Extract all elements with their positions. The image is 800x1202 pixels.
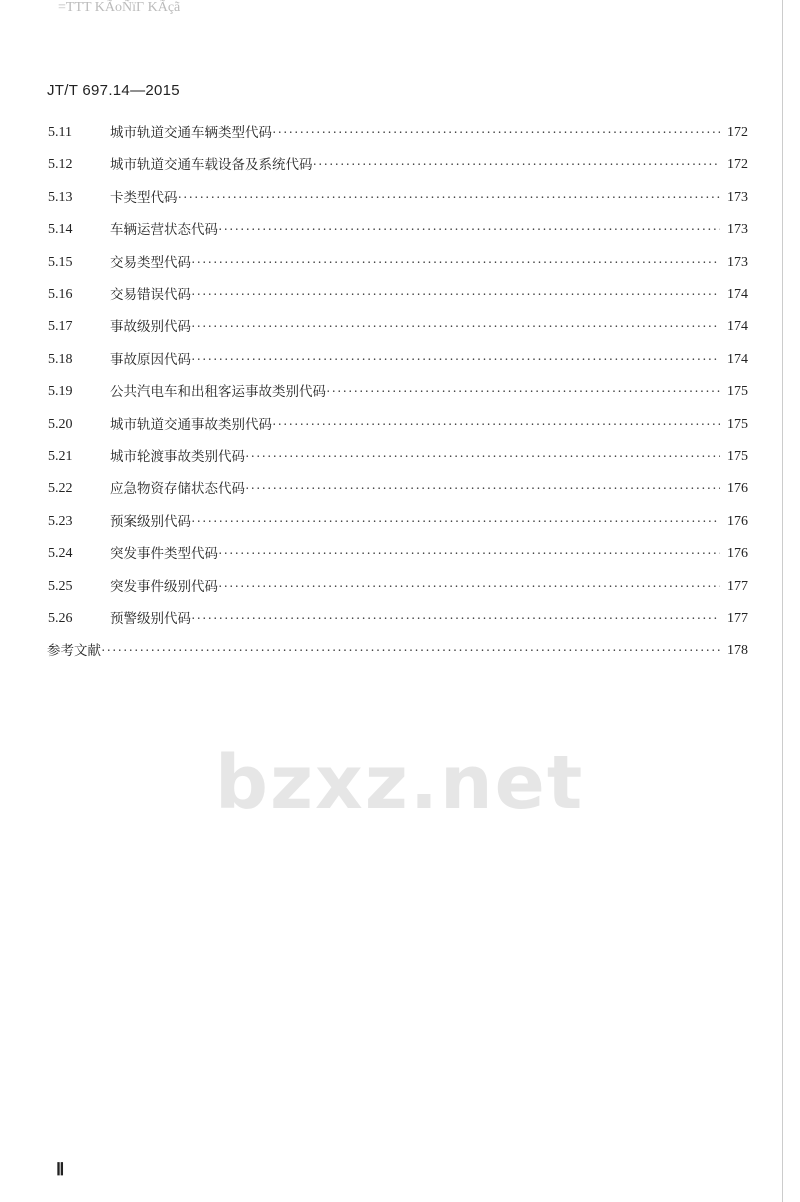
toc-entry-page: 175 bbox=[727, 384, 748, 400]
dot-leader bbox=[101, 640, 720, 662]
toc-entry-number: 5.18 bbox=[48, 351, 73, 367]
toc-entry-number: 5.16 bbox=[48, 287, 73, 302]
dot-leader bbox=[191, 349, 720, 371]
dot-leader bbox=[191, 608, 720, 630]
toc-entry-number: 5.19 bbox=[48, 384, 73, 400]
toc-entry-title: 突发事件类型代码 bbox=[110, 546, 218, 563]
standard-number-header: JT/T 697.14—2015 bbox=[47, 82, 180, 99]
toc-entry-title: 事故级别代码 bbox=[110, 319, 191, 336]
dot-leader bbox=[326, 381, 720, 403]
toc-entry-page: 176 bbox=[727, 546, 748, 562]
toc-entry-title: 预警级别代码 bbox=[110, 611, 191, 627]
toc-entry[interactable] bbox=[0, 219, 800, 241]
toc-entry-number: 5.17 bbox=[48, 319, 73, 335]
toc-entry-number: 5.22 bbox=[48, 481, 73, 497]
dot-leader bbox=[218, 543, 720, 565]
dot-leader bbox=[313, 154, 721, 176]
toc-entry-number: 5.26 bbox=[48, 611, 73, 626]
toc-entry-page: 172 bbox=[727, 125, 748, 140]
dot-leader bbox=[191, 316, 720, 338]
toc-entry[interactable] bbox=[0, 608, 800, 630]
toc-entry[interactable] bbox=[0, 543, 800, 565]
toc-entry[interactable] bbox=[0, 284, 800, 306]
toc-entry-number: 5.11 bbox=[48, 125, 72, 140]
toc-entry-title: 应急物资存储状态代码 bbox=[110, 481, 245, 498]
toc-entry-number: 5.21 bbox=[48, 449, 73, 464]
toc-entry-page: 174 bbox=[727, 287, 748, 302]
toc-entry-title: 事故原因代码 bbox=[110, 351, 191, 368]
toc-entry-title: 预案级别代码 bbox=[110, 513, 191, 530]
dot-leader bbox=[272, 122, 720, 144]
page-number: Ⅱ bbox=[56, 1160, 65, 1179]
toc-entry-page: 177 bbox=[727, 611, 748, 626]
toc-entry-page: 174 bbox=[727, 319, 748, 335]
toc-entry-page: 175 bbox=[727, 449, 748, 464]
toc-entry[interactable] bbox=[0, 316, 800, 338]
toc-entry-title: 城市轮渡事故类别代码 bbox=[110, 449, 245, 465]
watermark: bzxz.net bbox=[215, 740, 585, 826]
toc-entry-number: 5.24 bbox=[48, 546, 73, 562]
toc-entry-number: 5.12 bbox=[48, 157, 73, 173]
dot-leader bbox=[272, 414, 720, 436]
toc-entry[interactable] bbox=[0, 381, 800, 403]
toc-entry[interactable] bbox=[0, 511, 800, 533]
toc-entry-title: 车辆运营状态代码 bbox=[110, 222, 218, 239]
toc-entry-page: 172 bbox=[727, 157, 748, 173]
page-edge-line bbox=[782, 0, 783, 1202]
toc-entry-page: 173 bbox=[727, 254, 748, 270]
toc-entry[interactable] bbox=[0, 446, 800, 468]
toc-entry-number: 5.15 bbox=[48, 254, 73, 270]
toc-entry-title: 交易类型代码 bbox=[110, 254, 191, 271]
dot-leader bbox=[218, 219, 720, 241]
toc-entry[interactable] bbox=[0, 187, 800, 209]
toc-entry[interactable] bbox=[0, 478, 800, 500]
dot-leader bbox=[245, 446, 720, 468]
top-scan-mark: =ΤΤΤ ΚÃoÑïΓ ΚÃçã bbox=[58, 0, 181, 15]
toc-entry[interactable] bbox=[0, 154, 800, 176]
dot-leader bbox=[191, 284, 720, 306]
toc-entry-number: 5.13 bbox=[48, 189, 73, 205]
toc-entry-page: 177 bbox=[727, 578, 748, 594]
toc-entry-title: 城市轨道交通车载设备及系统代码 bbox=[110, 157, 313, 174]
toc-entry-number: 5.20 bbox=[48, 416, 73, 432]
toc-entry[interactable] bbox=[0, 122, 800, 144]
toc-entry-page: 176 bbox=[727, 513, 748, 529]
toc-entry-page: 173 bbox=[727, 222, 748, 238]
toc-entry[interactable] bbox=[0, 349, 800, 371]
toc-entry-page: 173 bbox=[727, 189, 748, 205]
toc-entry-page: 174 bbox=[727, 351, 748, 367]
toc-entry-title: 突发事件级别代码 bbox=[110, 578, 218, 595]
dot-leader bbox=[245, 478, 720, 500]
toc-entry-number: 5.25 bbox=[48, 578, 73, 594]
toc-entry-title: 公共汽电车和出租客运事故类别代码 bbox=[110, 384, 326, 401]
toc-entry-title: 交易错误代码 bbox=[110, 287, 191, 303]
dot-leader bbox=[218, 576, 720, 598]
toc-entry-title: 卡类型代码 bbox=[110, 189, 178, 206]
toc-entry[interactable] bbox=[0, 640, 800, 662]
dot-leader bbox=[191, 511, 720, 533]
toc-entry-title: 参考文献 bbox=[47, 643, 101, 660]
dot-leader bbox=[178, 187, 721, 209]
toc-entry[interactable] bbox=[0, 576, 800, 598]
toc-entry[interactable] bbox=[0, 252, 800, 274]
dot-leader bbox=[191, 252, 720, 274]
toc-entry-page: 175 bbox=[727, 416, 748, 432]
toc-entry-page: 178 bbox=[727, 643, 748, 659]
toc-entry-number: 5.23 bbox=[48, 513, 73, 529]
toc-entry[interactable] bbox=[0, 414, 800, 436]
toc-entry-title: 城市轨道交通车辆类型代码 bbox=[110, 125, 272, 141]
toc-entry-page: 176 bbox=[727, 481, 748, 497]
toc-entry-title: 城市轨道交通事故类别代码 bbox=[110, 416, 272, 433]
toc-entry-number: 5.14 bbox=[48, 222, 73, 238]
